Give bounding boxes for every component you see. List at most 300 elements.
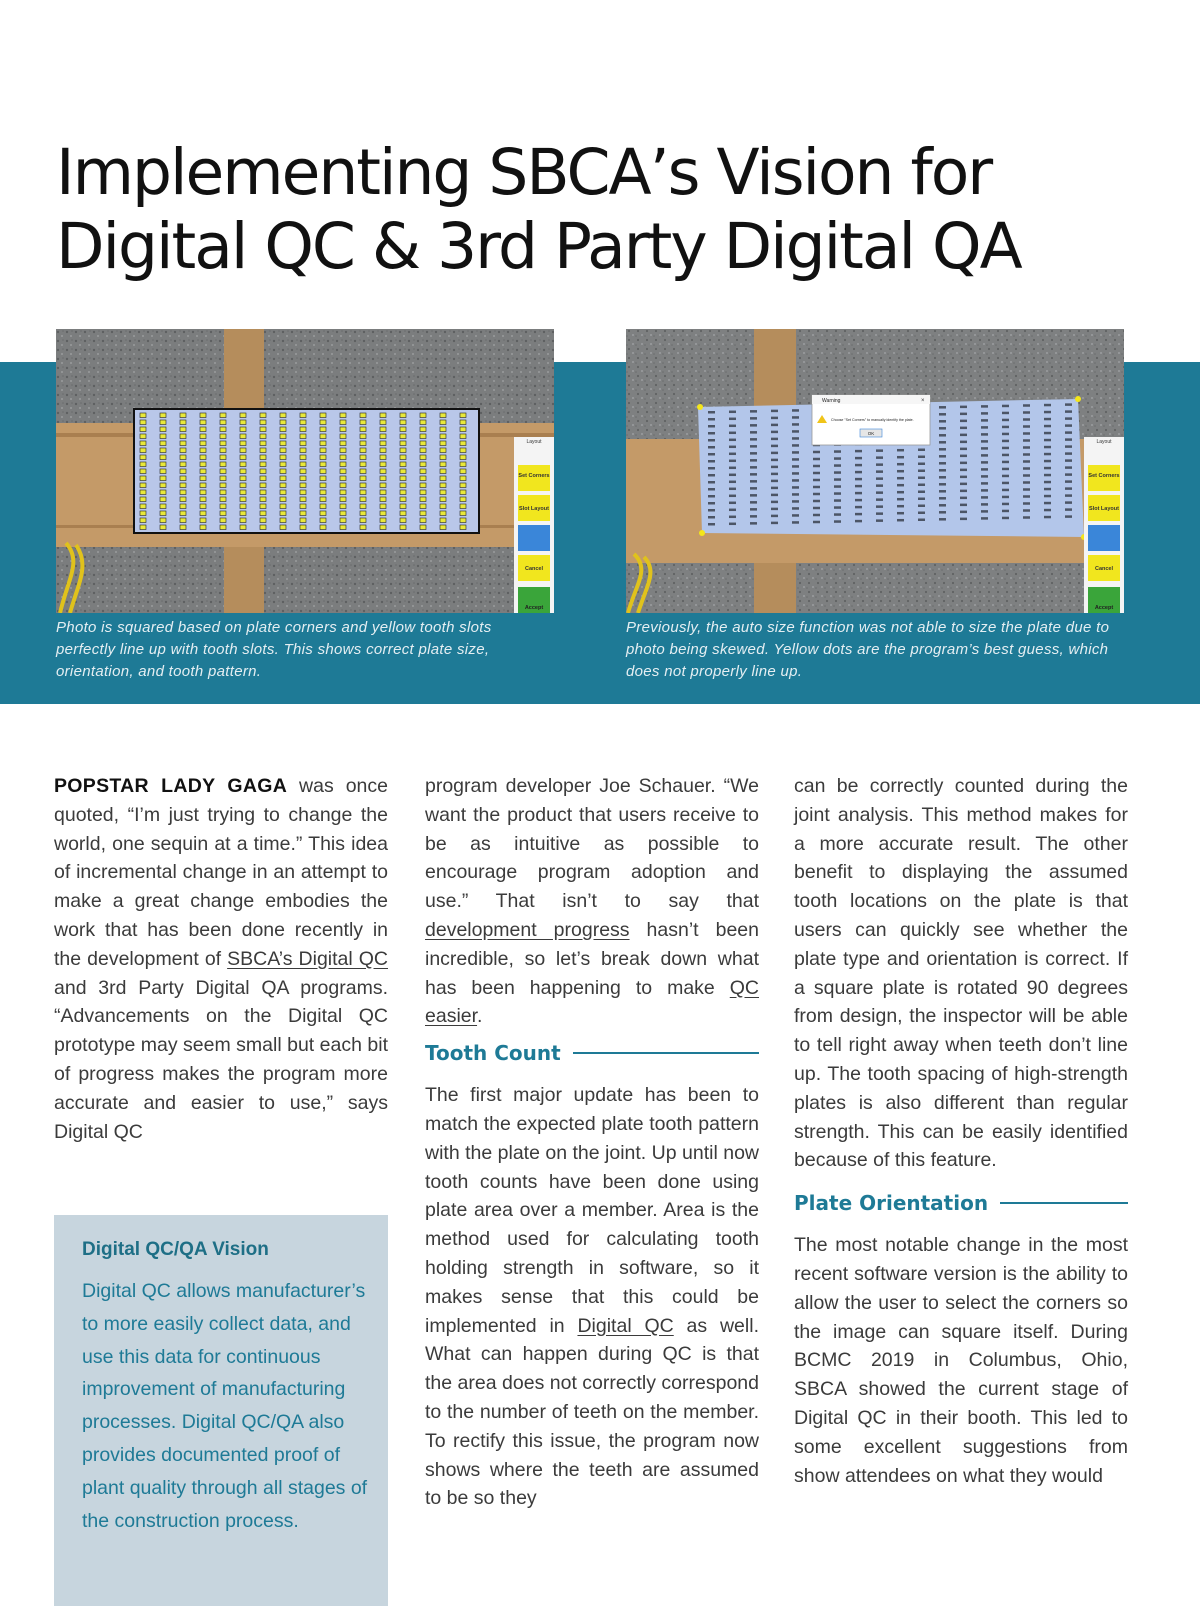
tooth-slot [420,490,426,495]
plate-tooth [1002,454,1009,457]
tooth-slot [420,483,426,488]
plate-tooth [813,451,820,454]
tooth-slot [140,427,146,432]
tooth-slot [400,462,406,467]
plate-tooth [792,416,799,419]
tooth-slot [380,455,386,460]
tooth-slot [300,483,306,488]
tooth-slot [340,427,346,432]
plate-tooth [897,519,904,522]
plate-tooth [981,447,988,450]
plate-tooth [1023,439,1030,442]
plate-tooth [1065,515,1072,518]
tooth-slot [440,420,446,425]
plate-tooth [708,432,715,435]
tooth-slot [320,504,326,509]
plate-tooth [981,454,988,457]
corner-dot [699,530,705,536]
plate-tooth [708,523,715,526]
tooth-slot [360,525,366,530]
plate-tooth [981,461,988,464]
tooth-slot [260,455,266,460]
plate-tooth [708,418,715,421]
plate-tooth [918,498,925,501]
plate-orientation-heading [794,1189,1128,1217]
tooth-slot [280,518,286,523]
tooth-slot [140,448,146,453]
sbca-digital-qc-link[interactable]: SBCA’s Digital QC [227,947,388,970]
plate-tooth [960,406,967,409]
plate-tooth [813,472,820,475]
plate-tooth [960,504,967,507]
tooth-slot [220,462,226,467]
plate-tooth [792,465,799,468]
plate-tooth [834,464,841,467]
plate-tooth [960,448,967,451]
tooth-slot [400,455,406,460]
plate-tooth [1002,496,1009,499]
tooth-slot [200,497,206,502]
plate-tooth [708,467,715,470]
tooth-slot [140,441,146,446]
tooth-slot [360,490,366,495]
plate-tooth [960,497,967,500]
plate-tooth [708,411,715,414]
tooth-slot [260,525,266,530]
plate-tooth [1044,474,1051,477]
tooth-slot [200,483,206,488]
tooth-slot [420,427,426,432]
tooth-slot [320,448,326,453]
plate-tooth [1065,508,1072,511]
tooth-slot [460,420,466,425]
plate-tooth [708,509,715,512]
development-progress-link[interactable]: development progress [425,918,630,941]
plate-tooth [960,469,967,472]
plate-tooth [1023,432,1030,435]
tooth-slot [200,490,206,495]
tooth-slot [440,518,446,523]
tooth-slot [160,483,166,488]
tooth-slot [320,497,326,502]
plate-tooth [939,413,946,416]
tooth-slot [320,490,326,495]
plate-tooth [813,465,820,468]
tooth-slot [160,511,166,516]
tooth-slot [300,511,306,516]
tooth-slot [340,518,346,523]
tooth-slot [440,448,446,453]
plate-tooth [897,449,904,452]
layout-panel-title: Layout [1096,439,1112,445]
tooth-slot [260,483,266,488]
tooth-slot [360,518,366,523]
tooth-slot [320,455,326,460]
plate-tooth [729,439,736,442]
plate-tooth [834,513,841,516]
plate-tooth [1065,438,1072,441]
tooth-slot [280,490,286,495]
intro-paragraph [54,772,388,1146]
plate-tooth [1023,495,1030,498]
tooth-slot [360,420,366,425]
tooth-slot [180,420,186,425]
tooth-slot [140,420,146,425]
tooth-slot [200,441,206,446]
plate-tooth [792,444,799,447]
plate-tooth [939,427,946,430]
tooth-slot [280,469,286,474]
plate-tooth [1044,509,1051,512]
plate-tooth [876,491,883,494]
tooth-slot [240,483,246,488]
tooth-slot [280,441,286,446]
tooth-slot [340,469,346,474]
tooth-slot [140,455,146,460]
plate-tooth [771,424,778,427]
tooth-slot [420,448,426,453]
plate-tooth [792,514,799,517]
plate-tooth [1044,439,1051,442]
tooth-slot [400,427,406,432]
plate-tooth [1002,482,1009,485]
tooth-slot [260,518,266,523]
tooth-slot [160,413,166,418]
tooth-slot [240,469,246,474]
tooth-slot [180,448,186,453]
plate-tooth [1044,418,1051,421]
plate-tooth [960,490,967,493]
plate-tooth [708,488,715,491]
tooth-slot [400,504,406,509]
plate-tooth [750,410,757,413]
plate-tooth [939,511,946,514]
plate-tooth [918,449,925,452]
plate-tooth [855,464,862,467]
plate-tooth [981,412,988,415]
tooth-slot [400,413,406,418]
set-corners-label: Set Corners [518,473,550,479]
plate-tooth [813,479,820,482]
plate-tooth [1044,460,1051,463]
plate-tooth [855,506,862,509]
tooth-slot [240,420,246,425]
tooth-slot [460,455,466,460]
tooth-slot [260,469,266,474]
tooth-slot [380,476,386,481]
tooth-slot [200,413,206,418]
plate-tooth [750,515,757,518]
plate-tooth [918,456,925,459]
tooth-slot [440,525,446,530]
plate-tooth [771,494,778,497]
tooth-slot [260,511,266,516]
tooth-slot [240,476,246,481]
tooth-slot [280,420,286,425]
slot-layout-label: Slot Layout [1089,506,1119,512]
quote-text-cont: hasn’t been incredible, so let’s break down what has been happening to make [425,918,759,999]
slot-layout-label: Slot Layout [519,506,549,512]
plate-tooth [834,471,841,474]
tooth-slot [180,483,186,488]
plate-tooth [876,470,883,473]
sidebar-box [54,1215,388,1606]
plate-tooth [897,484,904,487]
plate-tooth [729,425,736,428]
tooth-slot [380,427,386,432]
plate-orientation-heading-text: Plate Orientation [794,1191,989,1216]
tooth-slot [360,434,366,439]
dialog-title: Warning [822,398,841,404]
plate-tooth [1002,447,1009,450]
tooth-slot [240,448,246,453]
tooth-slot [240,497,246,502]
plate-tooth [1044,502,1051,505]
tooth-analysis-paragraph: can be correctly counted during the joint analysis. This method makes for a more accurate result. The other benefit to displaying the assumed tooth locations on the plate is that users can quickly see whether the plate type and orientation is correct. If a square plate is rotated 90 degrees from design, the inspector will be able to tell right away when teeth don’t line up. The tooth spacing of high-strength plates is also different than regular strength. This can be easily identified because of this feature. [794,775,1128,1172]
plate-tooth [834,478,841,481]
plate-tooth [750,445,757,448]
tooth-slot [460,434,466,439]
digital-qc-link[interactable]: Digital QC [577,1314,674,1337]
plate-tooth [1065,424,1072,427]
figure-right-caption: Previously, the auto size function was not able to size the plate due to photo being skewed. Yellow dots are the program’s best guess, which does not properly line up. [626,619,1110,680]
plate-tooth [1065,403,1072,406]
tooth-slot [460,427,466,432]
plate-tooth [813,500,820,503]
tooth-slot [320,525,326,530]
accept-label: Accept [1094,605,1114,611]
plate-tooth [1023,425,1030,428]
plate-tooth [1002,468,1009,471]
blue-button[interactable] [518,525,550,551]
tooth-slot [180,462,186,467]
tooth-slot [420,476,426,481]
tooth-slot [160,469,166,474]
warning-dialog [812,395,930,445]
plate-tooth [1065,487,1072,490]
plate-tooth [729,411,736,414]
tooth-slot [380,483,386,488]
plate-tooth [771,431,778,434]
tooth-slot [260,434,266,439]
tooth-slot [220,413,226,418]
tooth-slot [220,420,226,425]
plate-tooth [981,475,988,478]
plate-tooth [813,521,820,524]
tooth-slot [300,518,306,523]
plate-tooth [729,502,736,505]
tooth-slot [440,469,446,474]
plate-tooth [981,503,988,506]
tooth-slot [200,469,206,474]
tooth-slot [140,518,146,523]
tooth-slot [200,448,206,453]
skewed-plate-screenshot [626,329,1124,613]
plate-tooth [750,452,757,455]
intro-text: was once quoted, “I’m just trying to change the world, one sequin at a time.” This idea of incremental change in an attempt to make a great change embodies the work that has been done recently in the development of [54,775,388,970]
plate-tooth [1023,509,1030,512]
plate-tooth [729,460,736,463]
tooth-slot [420,455,426,460]
plate-tooth [834,450,841,453]
tooth-slot [440,413,446,418]
plate-tooth [729,418,736,421]
tooth-slot [460,462,466,467]
tooth-slot [300,525,306,530]
plate-tooth [876,512,883,515]
plate-tooth [1023,418,1030,421]
plate-tooth [1023,516,1030,519]
plate-tooth [939,441,946,444]
article-column-1 [54,772,388,1146]
plate-tooth [981,489,988,492]
heading-rule [1000,1202,1128,1204]
plate-tooth [1065,452,1072,455]
tooth-slot [360,469,366,474]
plate-tooth [1044,467,1051,470]
tooth-count-paragraph [425,1081,759,1513]
tooth-slot [180,497,186,502]
tooth-slot [240,455,246,460]
tooth-slot [320,483,326,488]
plate-tooth [897,456,904,459]
tooth-slot [360,427,366,432]
plate-tooth [792,479,799,482]
tooth-slot [140,469,146,474]
plate-tooth [792,451,799,454]
tooth-slot [260,462,266,467]
tooth-slot [240,525,246,530]
plate-tooth [1023,481,1030,484]
tooth-slot [460,518,466,523]
plate-tooth [939,406,946,409]
tooth-slot [320,518,326,523]
tooth-slot [340,462,346,467]
tooth-slot [180,469,186,474]
tooth-slot [220,455,226,460]
plate-tooth [960,427,967,430]
tooth-slot [200,427,206,432]
plate-tooth [792,458,799,461]
plate-tooth [897,463,904,466]
plate-tooth [771,445,778,448]
tooth-slot [340,420,346,425]
tooth-slot [340,490,346,495]
plate-tooth [1065,480,1072,483]
tooth-slot [260,420,266,425]
corner-dot [1075,396,1081,402]
plate-tooth [729,467,736,470]
tooth-slot [340,434,346,439]
tooth-slot [300,455,306,460]
plate-tooth [792,500,799,503]
tooth-slot [140,413,146,418]
tooth-slot [460,469,466,474]
plate-tooth [960,483,967,486]
tooth-slot [440,476,446,481]
plate-tooth [939,518,946,521]
cancel-label: Cancel [524,566,544,572]
plate-tooth [792,521,799,524]
tooth-slot [300,462,306,467]
tooth-slot [160,420,166,425]
tooth-slot [360,476,366,481]
plate-tooth [897,505,904,508]
tooth-slot [460,448,466,453]
plate-tooth [834,492,841,495]
article-column-2 [425,772,759,1513]
tooth-slot [360,448,366,453]
plate-tooth [1002,503,1009,506]
tooth-slot [200,476,206,481]
plate-tooth [939,420,946,423]
tooth-slot [160,455,166,460]
plate-tooth [771,487,778,490]
blue-button[interactable] [1088,525,1120,551]
tooth-slot [360,497,366,502]
tooth-slot [220,448,226,453]
plate-tooth [1065,494,1072,497]
tooth-slot [380,497,386,502]
tooth-slot [260,413,266,418]
tooth-slot [280,504,286,509]
plate-tooth [855,450,862,453]
plate-tooth [834,457,841,460]
plate-tooth [960,413,967,416]
plate-tooth [960,518,967,521]
plate-tooth [729,509,736,512]
dialog-close-icon[interactable]: × [921,398,925,404]
tooth-slot [440,511,446,516]
plate-tooth [792,423,799,426]
plate-tooth [855,485,862,488]
tooth-slot [240,490,246,495]
plate-tooth [960,462,967,465]
plate-tooth [981,433,988,436]
plate-tooth [708,460,715,463]
tooth-slot [200,518,206,523]
tooth-slot [220,518,226,523]
plate-tooth [729,432,736,435]
tooth-slot [460,504,466,509]
tooth-slot [200,504,206,509]
tooth-slot [140,490,146,495]
plate-tooth [708,425,715,428]
tooth-slot [180,434,186,439]
plate-tooth [981,419,988,422]
plate-tooth [771,508,778,511]
figure-left-caption: Photo is squared based on plate corners and yellow tooth slots perfectly line up with tooth slots. This shows correct plate size, orientation, and tooth pattern. [56,619,492,680]
corner-dot [697,404,703,410]
plate-tooth [750,431,757,434]
tooth-slot [320,420,326,425]
plate-tooth [981,468,988,471]
qc-easier-link[interactable]: QC easier [425,976,759,1028]
tooth-slot [400,518,406,523]
plate-tooth [897,491,904,494]
tooth-slot [220,525,226,530]
plate-tooth [1065,417,1072,420]
plate-tooth [855,478,862,481]
tooth-slot [220,427,226,432]
tooth-slot [240,441,246,446]
plate-tooth [792,430,799,433]
tooth-slot [380,490,386,495]
plate-tooth [1002,489,1009,492]
figure-right-photo [626,329,1124,613]
tooth-slot [380,413,386,418]
plate-tooth [918,505,925,508]
